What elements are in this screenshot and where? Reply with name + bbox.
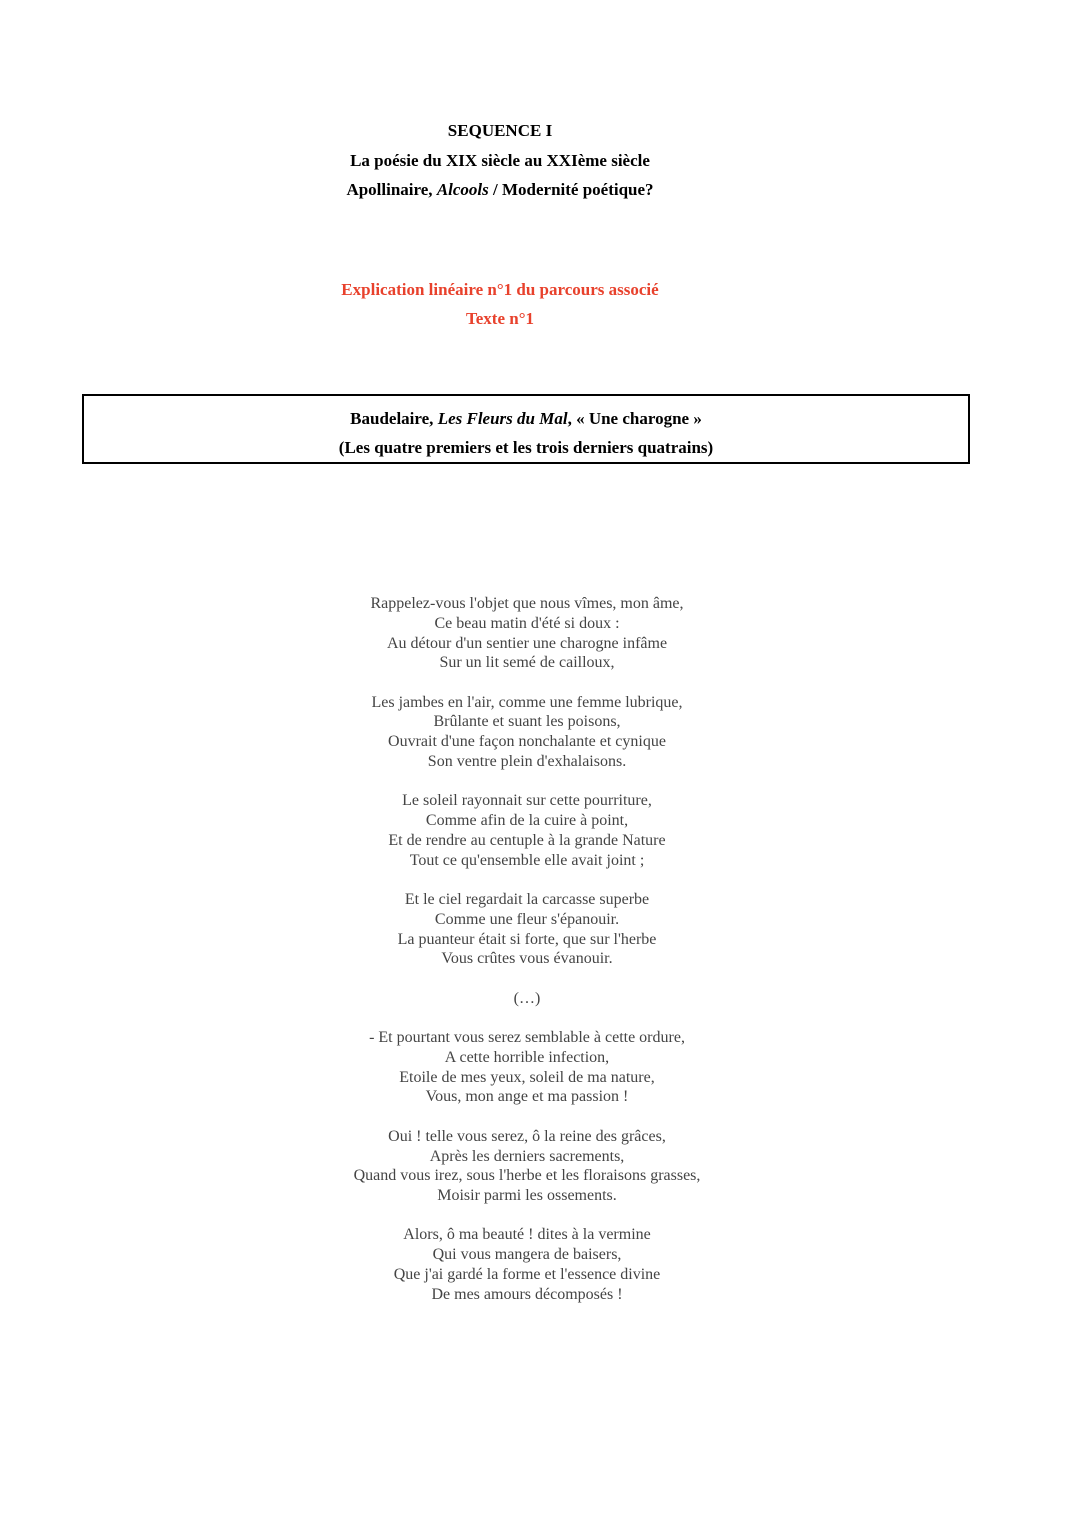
poem-title-box (82, 394, 970, 464)
poem-closing-stanzas (0, 1028, 1054, 1305)
verse: Alors, ô ma beauté ! dites à la vermine (403, 1226, 651, 1244)
verse: - Et pourtant vous serez semblable à cette ordure, (369, 1029, 685, 1047)
verse: Comme afin de la cuire à point, (425, 812, 629, 830)
verse: Vous crûtes vous évanouir. (441, 950, 613, 968)
verse: Tout ce qu'ensemble elle avait joint ; (409, 851, 645, 869)
sequence-header (0, 116, 1000, 205)
sequence-topic (0, 175, 1000, 205)
verse: Le soleil rayonnait sur cette pourriture, (402, 792, 652, 810)
poem-excerpt-note: (Les quatre premiers et les trois derniers quatrains) (338, 438, 714, 457)
poem-collection: Les Fleurs du Mal (437, 409, 568, 428)
stanza (0, 1028, 1054, 1107)
verse: De mes amours décomposés ! (431, 1285, 623, 1303)
explanation-heading (0, 275, 1000, 333)
stanza (0, 791, 1054, 870)
stanza (0, 1225, 1054, 1304)
verse: Sur un lit semé de cailloux, (439, 654, 615, 672)
verse: Moisir parmi les ossements. (437, 1187, 617, 1205)
stanza (0, 890, 1054, 969)
verse: Et le ciel regardait la carcasse superbe (404, 891, 650, 909)
explanation-title: Explication linéaire n°1 du parcours associé (341, 280, 659, 299)
stanza (0, 594, 1054, 673)
verse: Après les derniers sacrements, (429, 1147, 625, 1165)
verse: Au détour d'un sentier une charogne infâme (386, 634, 668, 652)
verse: Ouvrait d'une façon nonchalante et cynique (388, 733, 666, 751)
poem-author: Baudelaire, (350, 409, 438, 428)
stanza (0, 693, 1054, 772)
topic-author: Apollinaire, (346, 180, 437, 199)
verse: Et de rendre au centuple à la grande Nature (388, 831, 666, 849)
poem-name: , « Une charogne » (567, 409, 702, 428)
poem-text (0, 594, 1054, 1324)
verse: A cette horrible infection, (444, 1048, 610, 1066)
poem-reference (84, 404, 968, 433)
verse: Qui vous mangera de baisers, (432, 1246, 622, 1264)
poem-opening-stanzas (0, 594, 1054, 969)
verse: Comme une fleur s'épanouir. (434, 910, 620, 928)
stanza (0, 1127, 1054, 1206)
sequence-subtitle: La poésie du XIX siècle au XXIème siècle (350, 150, 650, 170)
verse: La puanteur était si forte, que sur l'herbe (397, 930, 657, 948)
verse: Quand vous irez, sous l'herbe et les floraisons grasses, (353, 1167, 701, 1185)
verse: Etoile de mes yeux, soleil de ma nature, (399, 1068, 655, 1086)
topic-question: / Modernité poétique? (488, 180, 654, 199)
verse: Vous, mon ange et ma passion ! (425, 1088, 629, 1106)
verse: Oui ! telle vous serez, ô la reine des grâces, (388, 1127, 666, 1145)
verse: Que j'ai gardé la forme et l'essence divine (393, 1266, 661, 1284)
text-number: Texte n°1 (465, 309, 535, 328)
verse: Son ventre plein d'exhalaisons. (427, 753, 627, 771)
sequence-title: SEQUENCE I (447, 121, 553, 140)
verse: Les jambes en l'air, comme une femme lubrique, (371, 693, 683, 711)
verse: Ce beau matin d'été si doux : (434, 614, 620, 632)
verse: Rappelez-vous l'objet que nous vîmes, mon âme, (370, 595, 684, 612)
topic-work: Alcools (436, 180, 489, 199)
verse: Brûlante et suant les poisons, (433, 713, 621, 731)
poem-ellipsis: (…) (513, 989, 541, 1007)
